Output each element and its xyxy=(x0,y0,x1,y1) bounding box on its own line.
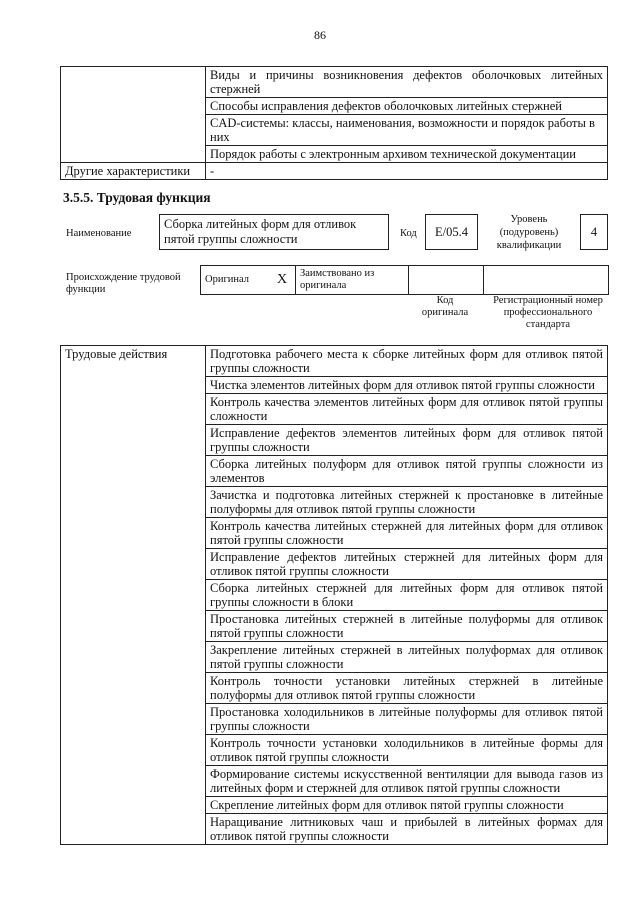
knowledge-table xyxy=(60,66,608,180)
labor-action-item: Исправление дефектов элементов литейных форм для отливок пятой группы сложности xyxy=(206,425,608,456)
qualification-level: 4 xyxy=(580,214,608,250)
table-row xyxy=(61,67,608,98)
other-characteristics-value: - xyxy=(206,163,608,180)
section-title: 3.5.5. Трудовая функция xyxy=(63,190,211,205)
labor-action-item: Сборка литейных стержней для литейных форм для отливок пятой группы сложности в блоки xyxy=(206,580,608,611)
labor-action-item: Простановка холодильников в литейные полуформы для отливок пятой группы сложности xyxy=(206,704,608,735)
labor-action-item: Зачистка и подготовка литейных стержней к простановке в литейные полуформы для отливок пятой группы сложности xyxy=(206,487,608,518)
table-cell: CAD-системы: классы, наименования, возможности и порядок работы в них xyxy=(206,115,608,146)
function-name: Сборка литейных форм для отливок пятой группы сложности xyxy=(159,214,389,250)
table-row xyxy=(61,163,608,180)
code-label: Код xyxy=(400,228,417,239)
labor-action-item: Контроль качества элементов литейных форм для отливок пятой группы сложности xyxy=(206,394,608,425)
labor-action-item: Подготовка рабочего места к сборке литейных форм для отливок пятой группы сложности xyxy=(206,346,608,377)
origin-label: Происхождение трудовой функции xyxy=(66,272,181,295)
table-row xyxy=(201,266,609,295)
reg-number-cell xyxy=(484,266,609,295)
labor-action-item: Контроль точности установки холодильников в литейные формы для отливок пятой группы сложности xyxy=(206,735,608,766)
code-original-label: Код оригинала xyxy=(421,295,469,318)
code-original-cell xyxy=(409,266,484,295)
table-cell: Способы исправления дефектов оболочковых литейных стержней xyxy=(206,98,608,115)
table-cell: Виды и причины возникновения дефектов оболочковых литейных стержней xyxy=(206,67,608,98)
original-label: Оригинал xyxy=(201,266,270,295)
labor-actions-table xyxy=(60,345,608,845)
function-code: E/05.4 xyxy=(425,214,478,250)
labor-action-item: Простановка литейных стержней в литейные полуформы для отливок пятой группы сложности xyxy=(206,611,608,642)
name-label: Наименование xyxy=(66,228,132,239)
labor-action-item: Чистка элементов литейных форм для отливок пятой группы сложности xyxy=(206,377,608,394)
labor-action-item: Формирование системы искусственной вентиляции для вывода газов из литейных форм и стержней для отливок пятой группы сложности xyxy=(206,766,608,797)
borrowed-label: Заимствовано из оригинала xyxy=(296,266,409,295)
reg-number-label: Регистрационный номер профессионального стандарта xyxy=(493,295,603,330)
original-mark: X xyxy=(269,266,296,295)
other-characteristics-label: Другие характеристики xyxy=(61,163,206,180)
labor-action-item: Исправление дефектов литейных стержней для литейных форм для отливок пятой группы сложности xyxy=(206,549,608,580)
labor-action-item: Скрепление литейных форм для отливок пятой группы сложности xyxy=(206,797,608,814)
table-row xyxy=(61,346,608,377)
labor-action-item: Сборка литейных полуформ для отливок пятой группы сложности из элементов xyxy=(206,456,608,487)
labor-actions-label: Трудовые действия xyxy=(61,346,206,845)
labor-action-item: Контроль качества литейных стержней для литейных форм для отливок пятой группы сложности xyxy=(206,518,608,549)
labor-action-item: Закрепление литейных стержней в литейных полуформах для отливок пятой группы сложности xyxy=(206,642,608,673)
table-cell: Порядок работы с электронным архивом технической документации xyxy=(206,146,608,163)
page-number: 86 xyxy=(314,28,326,42)
labor-action-item: Наращивание литниковых чаш и прибылей в литейных формах для отливок пятой группы сложности xyxy=(206,814,608,845)
origin-table xyxy=(200,265,609,295)
labor-action-item: Контроль точности установки литейных стержней в литейные полуформы для отливок пятой группы сложности xyxy=(206,673,608,704)
level-label: Уровень (подуровень) квалификации xyxy=(496,214,562,251)
table-cell-empty xyxy=(61,67,206,163)
